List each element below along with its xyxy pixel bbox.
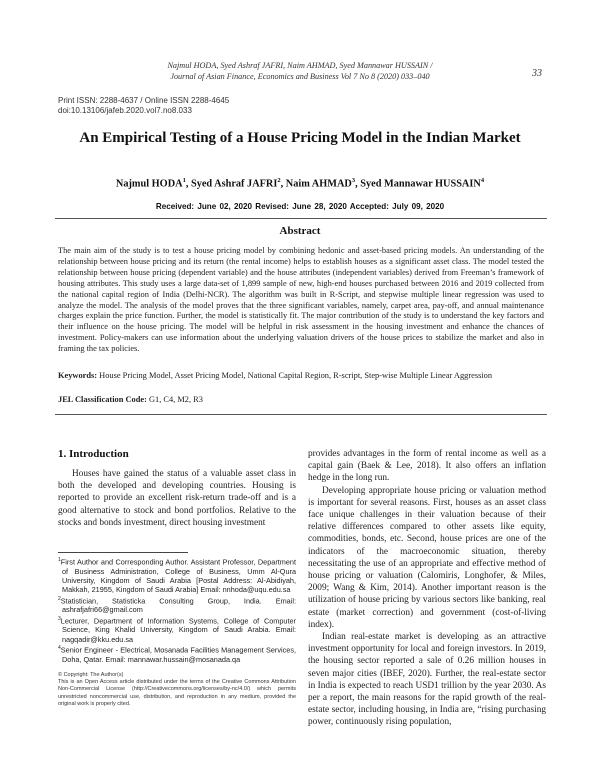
jel-codes [58,394,544,405]
left-column [58,468,296,529]
footnote-text: Lecturer, Department of Information Systems, College of Computer Science, King Khalid University, Kingdom of Saudi Arabia. Email: nagqadir@kku.edu.sa [60,616,296,644]
footnote-text: Statistician, Statisticka Consulting Group, India. Email: ashrafjafri66@gmail.com [60,596,296,615]
license-text: This is an Open Access article distributed under the terms of the Creative Commons Attribution Non-Commercial License (http://Creativecommons.org/licenses/by-nc/4.0/) which permits unrestricted noncommercial use, distribution, and reproduction in any medium, provided the original work is properly cited. [58,679,296,707]
author-name: Naim AHMAD [285,178,352,190]
paragraph: provides advantages in the form of rental income as well as a capital gain (Baek & Lee, 2018). It also offers an inflation hedge in the long run. [308,449,546,484]
footnote [58,556,296,595]
issn-block [58,96,229,116]
footnote-text: Senior Engineer - Electrical, Mosanada Facilities Management Services, Doha, Qatar. Email: mannawar.hussain@mosanada.qa [60,645,296,664]
submission-dates: Received: June 02, 2020 Revised: June 28, 2020 Accepted: July 09, 2020 [155,202,445,211]
footnote-text: First Author and Corresponding Author. Assistant Professor, Department of Business Administration, College of Business, Umm Al-Qura University, Kingdom of Saudi Arabia [Postal Address: Al-Abidiyah, Makkah, 21955, Kingdom of Saudi Arabia] Email: nnhoda@uqu.edu.sa [60,557,296,595]
keywords-label: Keywords: [58,371,98,380]
jel-label: JEL Classification Code: [58,395,147,404]
footnotes [58,556,296,664]
footnote-number: 2 [58,595,61,602]
author-sup: 4 [480,177,485,184]
right-column [308,448,546,729]
running-header [0,60,600,82]
paragraph: Developing appropriate house pricing or valuation method is important for several reasons. First, houses as an asset class face unique challenges in their valuation because of their relative differences compared to other assets like equity, commodities, bonds, etc. Second, house prices are one of the indicators of the macroeconomic situation, thereby necessitating the use of an appropriate and effective method of house pricing or valuation (Calomiris, Longhofer, & Miles, 2009; Wang & Kim, 2014). Another important reason is the utilization of house pricing by various sectors like banking, real estate (market correction) and government (cost-of-living index). [308,485,546,630]
footnote [58,615,296,644]
copyright-notice [58,672,296,708]
author-sup: 3 [351,177,356,184]
author-name: Syed Mannawar HUSSAIN [360,178,481,190]
footnote [58,644,296,664]
author-sup: 2 [277,177,281,184]
doi-line: doi:10.13106/jafeb.2020.vol7.no8.033 [58,106,192,115]
header-authors: Najmul HODA, Syed Ashraf JAFRI, Naim AHMAD, Syed Mannawar HUSSAIN / [167,61,433,70]
jel-text: G1, C4, M2, R3 [146,395,203,404]
author-name: Najmul HODA [115,178,183,190]
author-sup: 1 [182,177,186,184]
page-number: 33 [532,68,542,79]
abstract-heading: Abstract [279,225,321,237]
paragraph: Indian real-estate market is developing as an attractive investment opportunity for local and foreign investors. In 2019, the housing sector reported a sale of 0.26 million houses in seven major cities (IBEF, 2020). Further, the real-estate sector in India is expected to reach USD1 trillion by the year 2030. As per a report, the main reasons for the rapid growth of the real-estate sector, including housing, in India are, “rising purchasing power, continuously rising population, [308,632,546,728]
footnote-number: 3 [58,615,61,622]
keywords [58,370,544,381]
paper-title: An Empirical Testing of a House Pricing Model in the Indian Market [79,130,521,146]
author-name: Syed Ashraf JAFRI [190,178,278,190]
header-journal: Journal of Asian Finance, Economics and Business Vol 7 No 8 (2020) 033–040 [170,72,430,81]
section-heading: 1. Introduction [58,448,129,460]
paragraph: Houses have gained the status of a valuable asset class in both the developed and developing countries. Housing is reported to provide an excellent risk-return trade-off and is a good alternative to stock and bond portfolios. Relative to the stocks and bonds investment, direct housing investment [58,469,296,528]
divider-bottom [55,414,547,415]
abstract-text: The main aim of the study is to test a house pricing model by combining hedonic and asset-based pricing models. An understanding of the relationship between house pricing and its return (the rental income) helps to establish houses as a significant asset class. The model tested the relationship between house pricing (dependent variable) and the house attributes (independent variables) derived from Freeman’s framework of housing attributes. This study uses a large data-set of 1,899 sample of new, high-end houses purchased between 2016 and 2019 collected from the national capital region of India (Delhi-NCR). The algorithm was built in R-Script, and stepwise multiple linear regression was used to analyze the model. The analysis of the model proves that the three significant variables, namely, carpet area, pay-off, and annual maintenance charges explain the price function. Further, the model is statistically fit. The major contribution of the study is to understand the key factors and their influence on the house pricing. The model will be helpful in risk assessment in the housing investment and enhance the chances of investment. Policy-makers can use information about the underlying valuation drivers of the house prices to stabilize the market and also in framing the tax policies. [58,246,544,354]
author-list: Najmul HODA$^1$, Syed Ashraf JAFRI$^2$, Naim AHMAD$^3$, Syed Mannawar HUSSAIN$^4$ [115,177,485,190]
footnote-rule [58,552,188,553]
footnote-number: 4 [58,644,61,651]
copyright-line: © Copyright: The Author(s) [58,672,124,678]
keywords-text: House Pricing Model, Asset Pricing Model, National Capital Region, R-script, Step-wise Multiple Linear Aggression [97,371,493,380]
divider-top [55,218,547,219]
footnote-number: 1 [58,557,61,563]
issn-line: Print ISSN: 2288-4637 / Online ISSN 2288-4645 [58,96,230,105]
footnote [58,595,296,615]
